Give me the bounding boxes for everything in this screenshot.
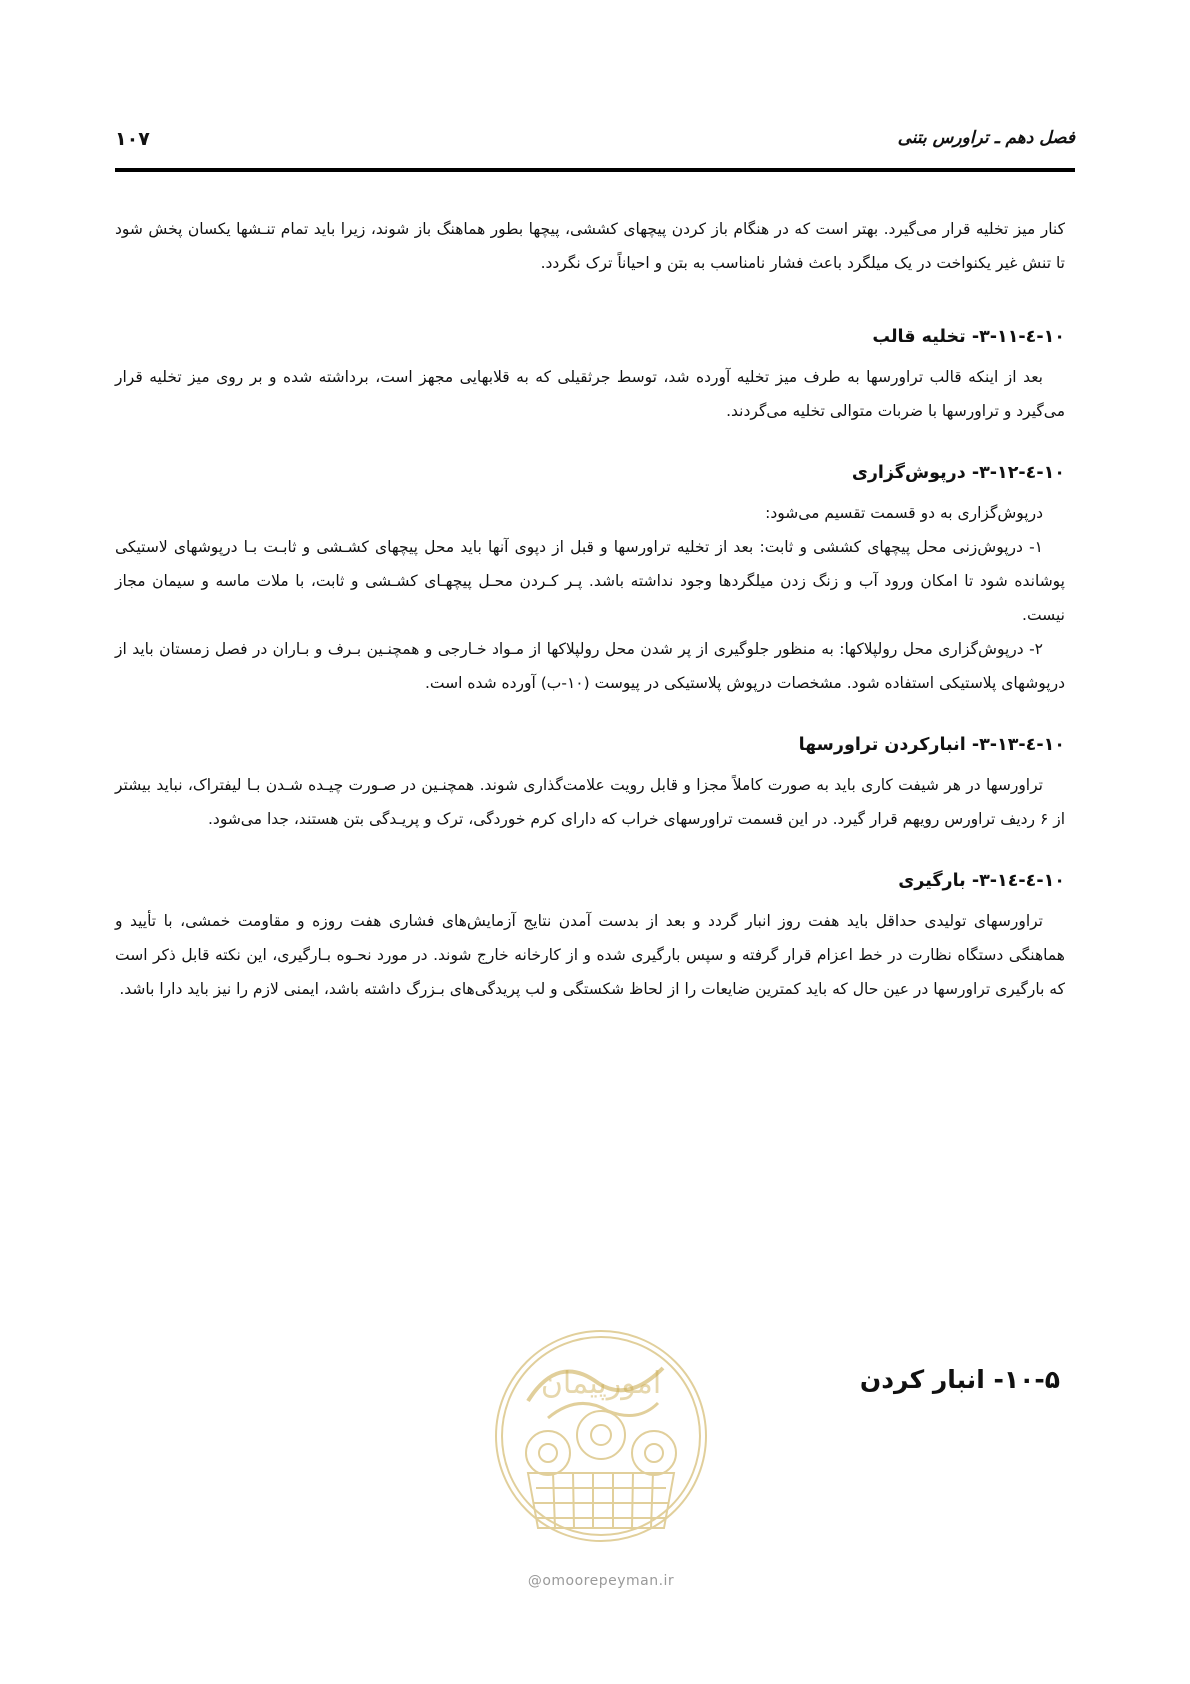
section-12-item-2: ۲- درپوش‌گزاری محل رولپلاکها: به منظور جلوگیری از پر شدن محل رولپلاکها از مـواد خـارجی و همچنـین بـرف و بـاران در فصل زمستان باید از درپوشهای پلاستیکی استفاده شود. مشخصات درپوش پلاستیکی در پیوست (۱۰-ب) آورده شده است.	[115, 640, 1065, 692]
page-content	[115, 212, 1065, 1006]
section-14-heading: ۱۰-٤-۳-۱٤- بارگیری	[898, 871, 1065, 891]
section-14-paragraph: تراورسهای تولیدی حداقل باید هفت روز انبار گردد و بعد از بدست آمدن نتایج آزمایش‌های فشاری هفت روزه و مقاومت خمشی، با تأیید و هماهنگی دستگاه نظارت در خط اعزام قرار گرفته و سپس بارگیری شده و از کارخانه خارج شوند. در مورد نحـوه بـارگیری، این نکته قابل ذکر است که بارگیری تراورسها در عین حال که باید کمترین ضایعات را از لحاظ شکستگی و لب پریدگی‌های بـزرگ داشته باشد، ایمنی لازم را نیز باید دارا باشد.	[115, 912, 1065, 998]
svg-text:امورپیمان: امورپیمان	[540, 1366, 662, 1401]
watermark	[488, 1323, 714, 1603]
page-header	[115, 128, 1075, 172]
intro-paragraph: کنار میز تخلیه قرار می‌گیرد. بهتر است که در هنگام باز کردن پیچهای کششی، پیچها بطور هماهنگ باز شوند، زیرا باید تمام تنـشها یکسان پخش شود تا تنش غیر یکنواخت در یک میلگرد باعث فشار نامناسب به بتن و احیاناً ترک نگردد.	[115, 220, 1065, 272]
watermark-site: @omoorepeyman.ir	[527, 1573, 675, 1589]
section-12-heading: ۱۰-٤-۳-۱۲- درپوش‌گزاری	[851, 463, 1065, 483]
section-13-paragraph: تراورسها در هر شیفت کاری باید به صورت کاملاً مجزا و قابل رویت علامت‌گذاری شوند. همچنـین در صـورت چیـده شـدن بـا لیفتراک، نباید بیشتر از ۶ ردیف تراورس رویهم قرار گیرد. در این قسمت تراورسهای خراب که دارای کرم خوردگی، ترک و پریـدگی بتن هستند، جدا می‌شود.	[115, 776, 1065, 828]
section-5-heading: ۱۰-۵- انبار کردن	[859, 1365, 1060, 1394]
page-number: ۱۰۷	[115, 128, 150, 150]
watermark-logo-icon	[488, 1323, 714, 1563]
section-12-intro: درپوش‌گزاری به دو قسمت تقسیم می‌شود:	[765, 504, 1043, 522]
running-title: فصل دهم ـ تراورس بتنی	[897, 128, 1075, 148]
section-12-item-1: ۱- درپوش‌زنی محل پیچهای کششی و ثابت: بعد از تخلیه تراورسها و قبل از دپوی آنها باید محل پیچهای کشـشی و ثابـت بـا درپوشهای لاستیکی پوشانده شود تا امکان ورود آب و زنگ زدن میلگردها وجود نداشته باشد. پـر کـردن محـل پیچهـای کشـشی و ثابت، با ملات ماسه و سیمان مجاز نیست.	[115, 538, 1065, 624]
section-11-heading: ۱۰-٤-۳-۱۱- تخلیه قالب	[872, 327, 1065, 347]
section-13-heading: ۱۰-٤-۳-۱۳- انبارکردن تراورسها	[798, 735, 1065, 755]
section-11-paragraph: بعد از اینکه قالب تراورسها به طرف میز تخلیه آورده شد، توسط جرثقیلی که به قلابهایی مجهز است، برداشته شده و بر روی میز تخلیه قرار می‌گیرد و تراورسها با ضربات متوالی تخلیه می‌گردند.	[115, 368, 1065, 420]
